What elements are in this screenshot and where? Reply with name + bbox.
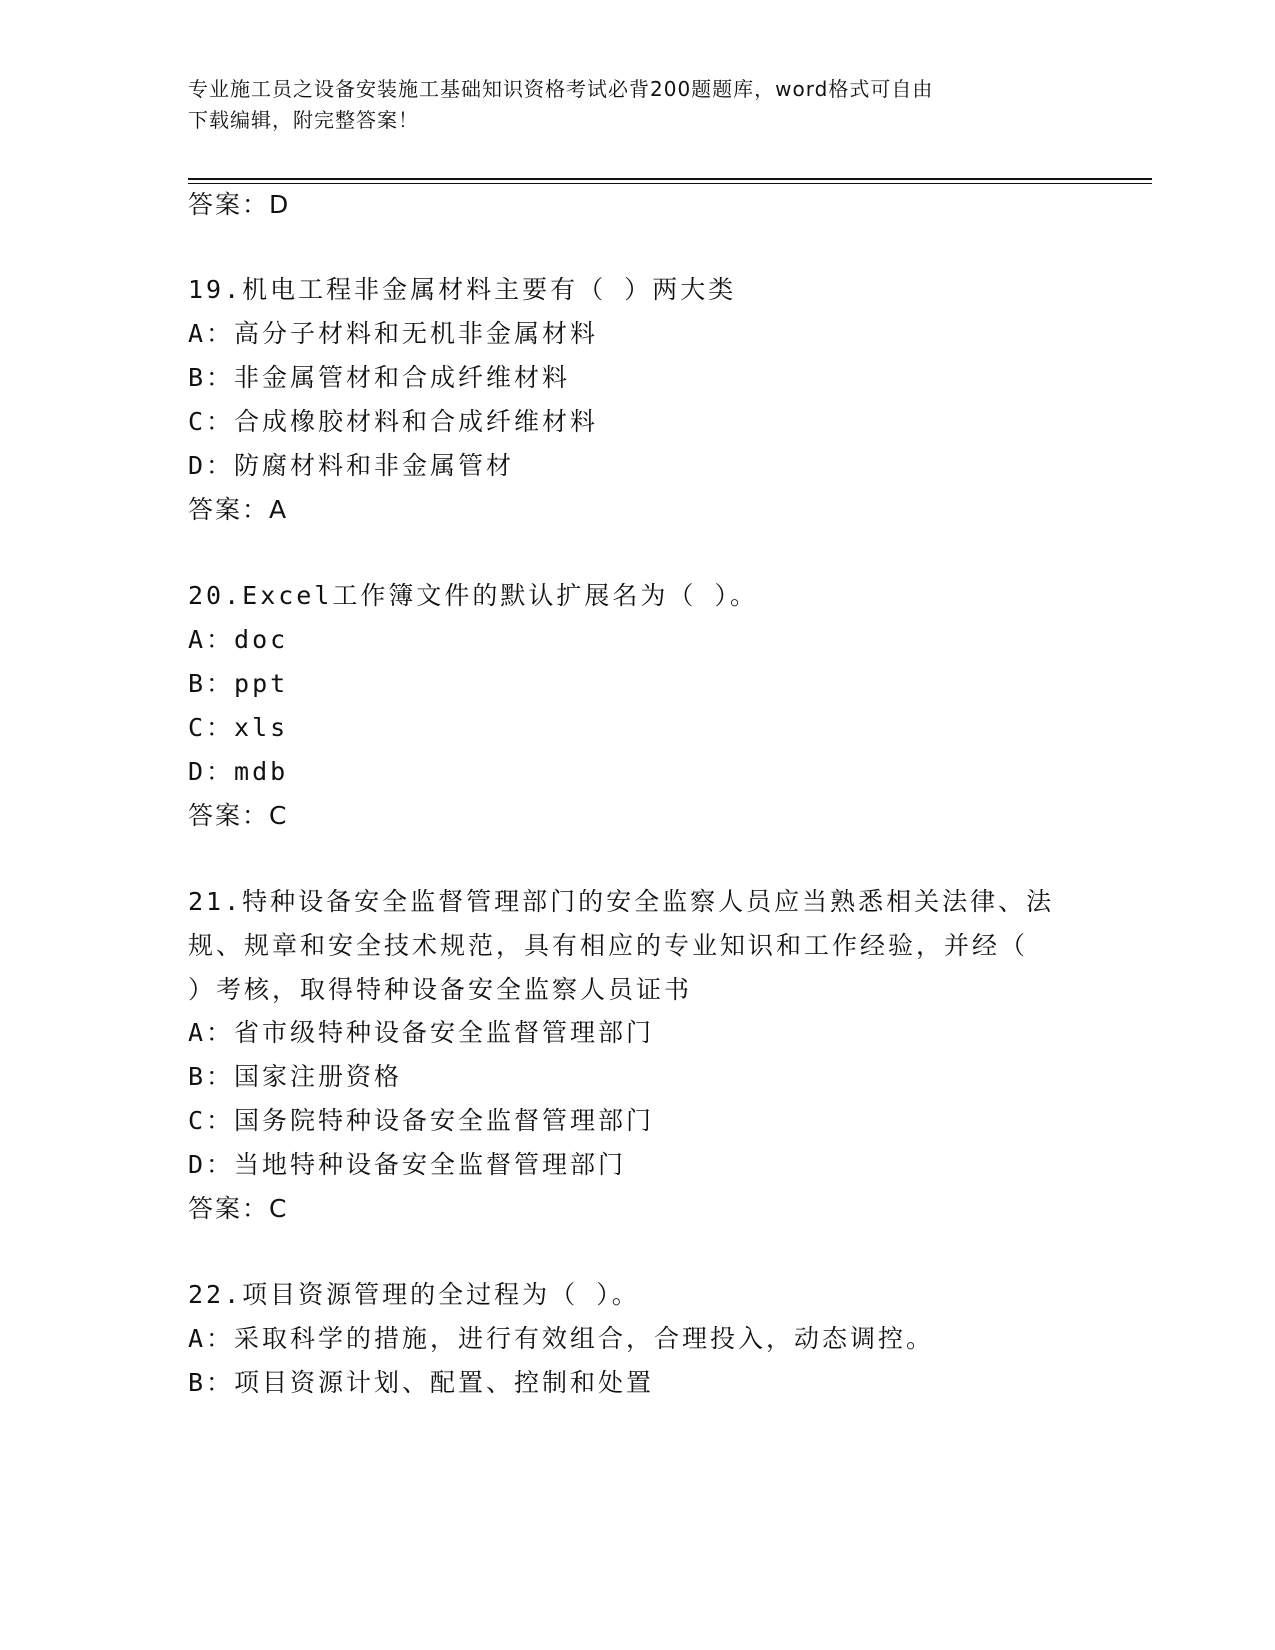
question-20-option-b: B：ppt xyxy=(188,669,289,698)
question-19-option-c: C：合成橡胶材料和合成纤维材料 xyxy=(188,407,599,436)
header-line-2: 下载编辑，附完整答案！ xyxy=(188,108,419,132)
question-19-option-a: A：高分子材料和无机非金属材料 xyxy=(188,319,599,348)
question-21-option-c: C：国务院特种设备安全监督管理部门 xyxy=(188,1106,655,1135)
question-21-stem-line-2: 规、规章和安全技术规范，具有相应的专业知识和工作经验，并经（ xyxy=(188,931,1029,960)
question-20-answer: 答案：C xyxy=(188,801,289,830)
question-19-option-b: B：非金属管材和合成纤维材料 xyxy=(188,363,571,392)
previous-answer: 答案：D xyxy=(188,190,291,219)
question-20-option-a: A：doc xyxy=(188,625,289,654)
header-line-1: 专业施工员之设备安装施工基础知识资格考试必背200题题库，word格式可自由 xyxy=(188,77,934,101)
document-header xyxy=(188,74,1088,136)
question-21-option-d: D：当地特种设备安全监督管理部门 xyxy=(188,1150,627,1179)
question-19-stem: 19.机电工程非金属材料主要有（ ）两大类 xyxy=(188,275,737,304)
question-19-option-d: D：防腐材料和非金属管材 xyxy=(188,451,515,480)
question-21-stem-line-1: 21.特种设备安全监督管理部门的安全监察人员应当熟悉相关法律、法 xyxy=(188,887,1055,916)
question-21-option-a: A：省市级特种设备安全监督管理部门 xyxy=(188,1018,655,1047)
question-21-option-b: B：国家注册资格 xyxy=(188,1062,403,1091)
question-20-option-d: D：mdb xyxy=(188,757,289,786)
question-19-answer: 答案：A xyxy=(188,495,289,524)
question-20-stem: 20.Excel工作簿文件的默认扩展名为（ ）。 xyxy=(188,581,758,610)
question-20-option-c: C：xls xyxy=(188,713,289,742)
question-22-option-a: A：采取科学的措施，进行有效组合，合理投入，动态调控。 xyxy=(188,1324,935,1353)
question-21-answer: 答案：C xyxy=(188,1194,289,1223)
header-divider-thin xyxy=(188,183,1152,184)
question-21-stem-line-3: ）考核，取得特种设备安全监察人员证书 xyxy=(188,975,693,1004)
header-divider-thick xyxy=(188,178,1152,180)
question-22-option-b: B：项目资源计划、配置、控制和处置 xyxy=(188,1368,655,1397)
question-22-stem: 22.项目资源管理的全过程为（ ）。 xyxy=(188,1280,640,1309)
